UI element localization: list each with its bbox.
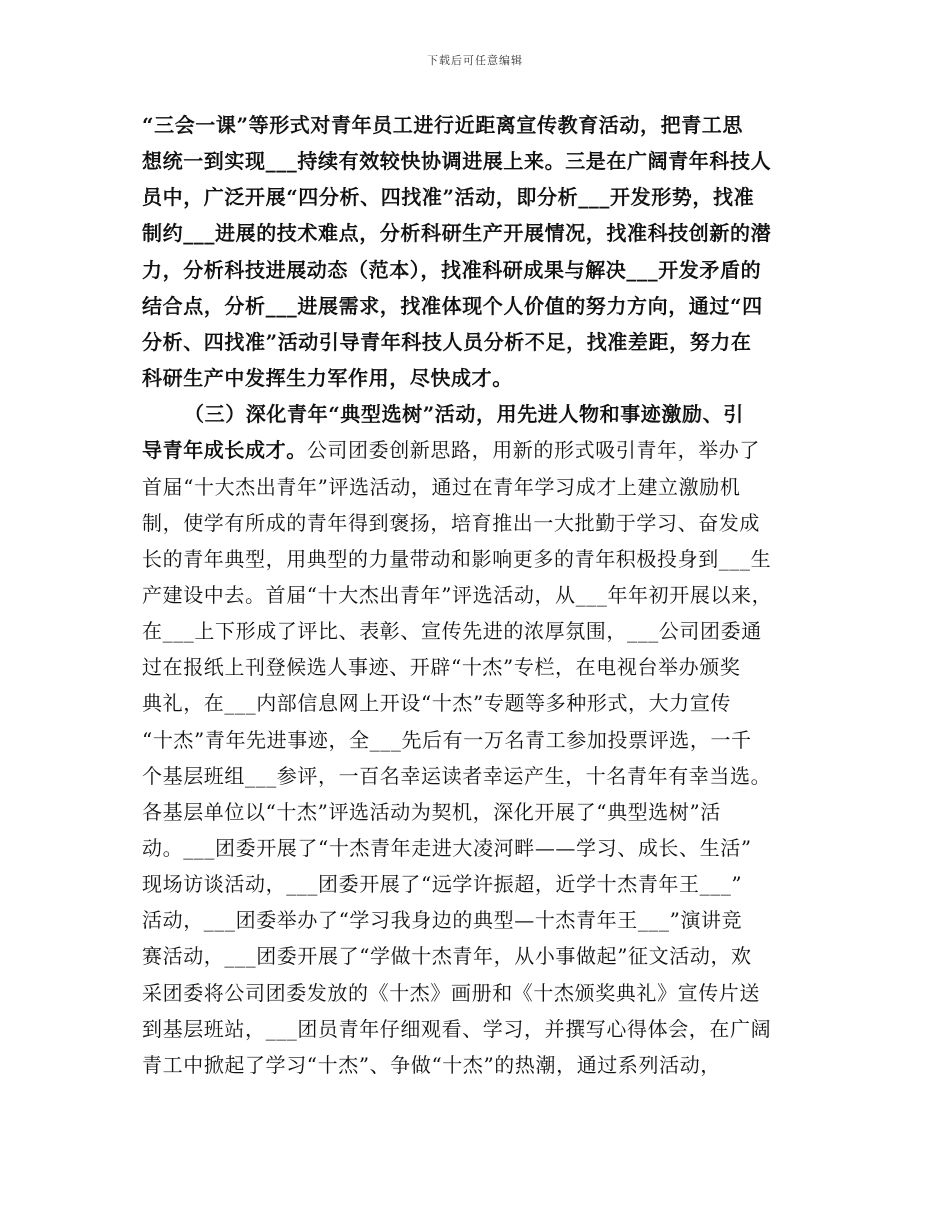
text-line [142, 618, 822, 644]
text-run: 员中，广泛开展“四分析、四找准”活动，即分析___开发形势，找准 [142, 185, 755, 210]
text-line [142, 257, 822, 283]
text-line [142, 980, 822, 1006]
text-run: 分析、四找准”活动引导青年科技人员分析不足，找准差距，努力在 [142, 329, 752, 354]
text-run: 青工中掀起了学习“十杰”、争做“十杰”的热潮，通过系列活动， [142, 1052, 721, 1077]
text-line [142, 220, 822, 246]
text-run: 结合点，分析___进展需求，找准体现个人价值的努力方向，通过“四 [142, 293, 763, 318]
text-line [184, 401, 864, 427]
text-run: 产建设中去。首届“十大杰出青年”评选活动，从___年年初开展以来， [142, 582, 773, 607]
text-line [142, 582, 822, 608]
text-line [142, 690, 822, 716]
text-line [142, 510, 822, 536]
text-run: 长的青年典型，用典型的力量带动和影响更多的青年积极投身到___生 [142, 546, 772, 571]
text-line [142, 654, 822, 680]
text-run: 现场访谈活动，___团委开展了“远学许振超，近学十杰青年王___” [142, 872, 743, 897]
text-line [142, 546, 822, 572]
text-line [142, 329, 822, 355]
text-run: 典礼，在___内部信息网上开设“十杰”专题等多种形式，大力宣传 [142, 691, 732, 716]
text-run: 个基层班组___参评，一百名幸运读者幸运产生，十名青年有幸当选。 [142, 763, 772, 788]
text-line [142, 763, 822, 789]
text-line [142, 112, 822, 138]
text-run: 采团委将公司团委发放的《十杰》画册和《十杰颁奖典礼》宣传片送 [142, 980, 760, 1005]
text-run: “三会一课”等形式对青年员工进行近距离宣传教育活动，把青工思 [142, 113, 744, 137]
text-line [142, 943, 822, 969]
text-run: 导青年成长成才。 [142, 438, 307, 463]
text-line [142, 835, 822, 861]
text-run: （三）深化青年“典型选树”活动，用先进人物和事迹激励、引 [184, 402, 744, 427]
text-line [142, 148, 822, 174]
text-line [142, 799, 822, 825]
text-run: 过在报纸上刊登候选人事迹、开辟“十杰”专栏，在电视台举办颁奖 [142, 655, 741, 680]
page-header: 下载后可任意编辑 [427, 54, 523, 67]
text-run: 赛活动，___团委开展了“学做十杰青年，从小事做起”征文活动，欢 [142, 944, 752, 969]
text-line [142, 365, 822, 391]
text-run: “十杰”青年先进事迹，全___先后有一万名青工参加投票评选，一千 [142, 727, 752, 752]
text-run: 首届“十大杰出青年”评选活动，通过在青年学习成才上建立激励机 [142, 474, 741, 499]
text-run: 科研生产中发挥生力军作用，尽快成才。 [142, 366, 513, 391]
text-run: 公司团委创新思路，用新的形式吸引青年，举办了 [306, 438, 761, 463]
text-line [142, 293, 822, 319]
text-run: 想统一到实现___持续有效较快协调进展上来。三是在广阔青年科技人 [142, 149, 772, 174]
text-run: 到基层班站，___团员青年仔细观看、学习，并撰写心得体会，在广阔 [142, 1016, 772, 1041]
text-line [142, 727, 822, 753]
text-line [142, 437, 822, 463]
text-run: 在___上下形成了评比、表彰、宣传先进的浓厚氛围，___公司团委通 [142, 619, 762, 644]
text-line [142, 184, 822, 210]
text-line [142, 474, 822, 500]
text-line [142, 907, 822, 933]
text-run: 制，使学有所成的青年得到褒扬，培育推出一大批勤于学习、奋发成 [142, 510, 760, 535]
text-run: 力，分析科技进展动态（范本），找准科研成果与解决___开发矛盾的 [142, 257, 762, 282]
text-run: 制约___进展的技术难点，分析科研生产开展情况，找准科技创新的潜 [142, 221, 772, 246]
text-run: 活动，___团委举办了“学习我身边的典型—十杰青年王___”演讲竞 [142, 908, 743, 933]
text-line [142, 1052, 822, 1078]
text-line [142, 871, 822, 897]
text-run: 动。___团委开展了“十杰青年走进大凌河畔——学习、成长、生活” [142, 836, 752, 860]
text-line [142, 1016, 822, 1042]
text-run: 各基层单位以“十杰”评选活动为契机，深化开展了“典型选树”活 [142, 799, 721, 824]
